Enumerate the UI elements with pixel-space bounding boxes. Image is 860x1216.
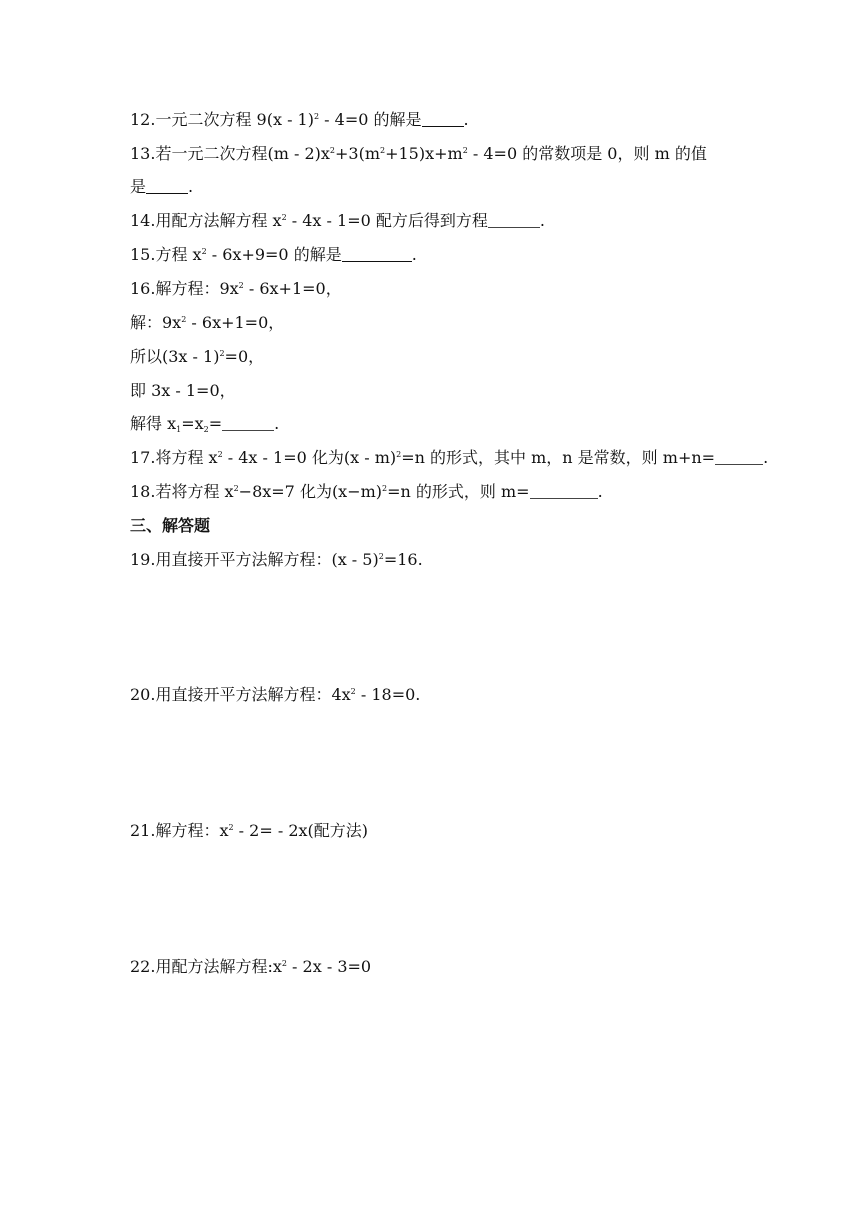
q15-text-rest: - 6x+9=0 的解是 bbox=[206, 245, 342, 264]
subscript: 1 bbox=[176, 425, 182, 434]
period: . bbox=[411, 245, 417, 264]
q18-text: 18.若将方程 x bbox=[130, 482, 234, 501]
answer-blank[interactable] bbox=[530, 484, 598, 499]
q16-text: 16.解方程：9x bbox=[130, 279, 239, 298]
q16-step-text-rest: = bbox=[208, 414, 223, 433]
exponent: 2 bbox=[228, 823, 234, 832]
q16-step-text: 所以(3x - 1) bbox=[130, 347, 220, 366]
q18-text-mid: −8x=7 化为(x−m) bbox=[238, 482, 383, 501]
q17-text: 17.将方程 x bbox=[130, 448, 218, 467]
q16-step-1 bbox=[130, 313, 284, 333]
answer-blank[interactable] bbox=[422, 112, 464, 127]
q16-step-text: 解：9x bbox=[130, 313, 182, 332]
question-19 bbox=[130, 550, 423, 570]
q12-text: 12.一元二次方程 9(x - 1) bbox=[130, 110, 314, 129]
answer-blank[interactable] bbox=[488, 213, 540, 228]
period: . bbox=[597, 482, 603, 501]
q16-step-text-rest: - 6x+1=0， bbox=[186, 313, 285, 332]
q19-text-rest: =16. bbox=[383, 550, 423, 569]
exponent: 2 bbox=[219, 349, 225, 358]
answer-blank[interactable] bbox=[146, 179, 188, 194]
exponent: 2 bbox=[382, 484, 388, 493]
q20-text-rest: - 18=0. bbox=[355, 685, 421, 704]
q13-text: 13.若一元二次方程(m - 2)x bbox=[130, 144, 330, 163]
question-13 bbox=[130, 144, 707, 164]
q13-text-mid: +15)x+m bbox=[385, 144, 463, 163]
subscript: 2 bbox=[203, 425, 209, 434]
q14-text-rest: - 4x - 1=0 配方后得到方程 bbox=[286, 211, 488, 230]
answer-blank[interactable] bbox=[342, 247, 412, 262]
q21-text-rest: - 2= - 2x(配方法) bbox=[233, 821, 369, 840]
answer-blank[interactable] bbox=[222, 416, 274, 431]
section-heading: 三、解答题 bbox=[130, 516, 211, 535]
exponent: 2 bbox=[462, 146, 468, 155]
q19-text: 19.用直接开平方法解方程：(x - 5) bbox=[130, 550, 379, 569]
q13-text-rest: - 4=0 的常数项是 0，则 m 的值 bbox=[467, 144, 707, 163]
question-12 bbox=[130, 110, 469, 130]
q16-step-text-mid: =x bbox=[181, 414, 204, 433]
q12-text-rest: - 4=0 的解是 bbox=[319, 110, 422, 129]
exponent: 2 bbox=[201, 247, 207, 256]
q16-step-text-rest: =0， bbox=[224, 347, 265, 366]
exponent: 2 bbox=[350, 687, 356, 696]
q20-text: 20.用直接开平方法解方程：4x bbox=[130, 685, 351, 704]
answer-blank[interactable] bbox=[715, 450, 763, 465]
exponent: 2 bbox=[281, 959, 287, 968]
q21-text: 21.解方程：x bbox=[130, 821, 229, 840]
question-14 bbox=[130, 211, 545, 231]
q13-text-cont: 是 bbox=[130, 177, 147, 196]
exponent: 2 bbox=[329, 146, 335, 155]
question-13-continued bbox=[130, 177, 193, 197]
exponent: 2 bbox=[217, 450, 223, 459]
exponent: 2 bbox=[379, 146, 386, 155]
q13-text-mid: +3(m bbox=[334, 144, 380, 163]
exponent: 2 bbox=[181, 315, 187, 324]
q16-step-3 bbox=[130, 381, 236, 401]
period: . bbox=[539, 211, 545, 230]
exponent: 2 bbox=[281, 213, 287, 222]
exponent: 2 bbox=[313, 112, 320, 121]
q22-text-rest: - 2x - 3=0 bbox=[286, 957, 372, 976]
question-22 bbox=[130, 957, 371, 977]
q22-text: 22.用配方法解方程:x bbox=[130, 957, 282, 976]
q17-text-rest: =n 的形式，其中 m，n 是常数，则 m+n= bbox=[401, 448, 716, 467]
question-15 bbox=[130, 245, 417, 265]
question-21 bbox=[130, 821, 368, 841]
q17-text-mid: - 4x - 1=0 化为(x - m) bbox=[222, 448, 397, 467]
q16-step-text: 即 3x - 1=0， bbox=[130, 381, 236, 400]
exponent: 2 bbox=[396, 450, 402, 459]
exponent: 2 bbox=[378, 552, 384, 561]
q16-step-text: 解得 x bbox=[130, 414, 177, 433]
period: . bbox=[763, 448, 769, 467]
q16-step-4 bbox=[130, 414, 279, 434]
exponent: 2 bbox=[238, 281, 244, 290]
q15-text: 15.方程 x bbox=[130, 245, 202, 264]
q14-text: 14.用配方法解方程 x bbox=[130, 211, 282, 230]
question-17 bbox=[130, 448, 768, 468]
exponent: 2 bbox=[233, 484, 239, 493]
question-20 bbox=[130, 685, 420, 705]
question-18 bbox=[130, 482, 603, 502]
q18-text-rest: =n 的形式，则 m= bbox=[387, 482, 530, 501]
period: . bbox=[274, 414, 280, 433]
q16-step-2 bbox=[130, 347, 264, 367]
period: . bbox=[463, 110, 469, 129]
question-16 bbox=[130, 279, 342, 299]
period: . bbox=[188, 177, 194, 196]
q16-text-rest: - 6x+1=0， bbox=[243, 279, 342, 298]
